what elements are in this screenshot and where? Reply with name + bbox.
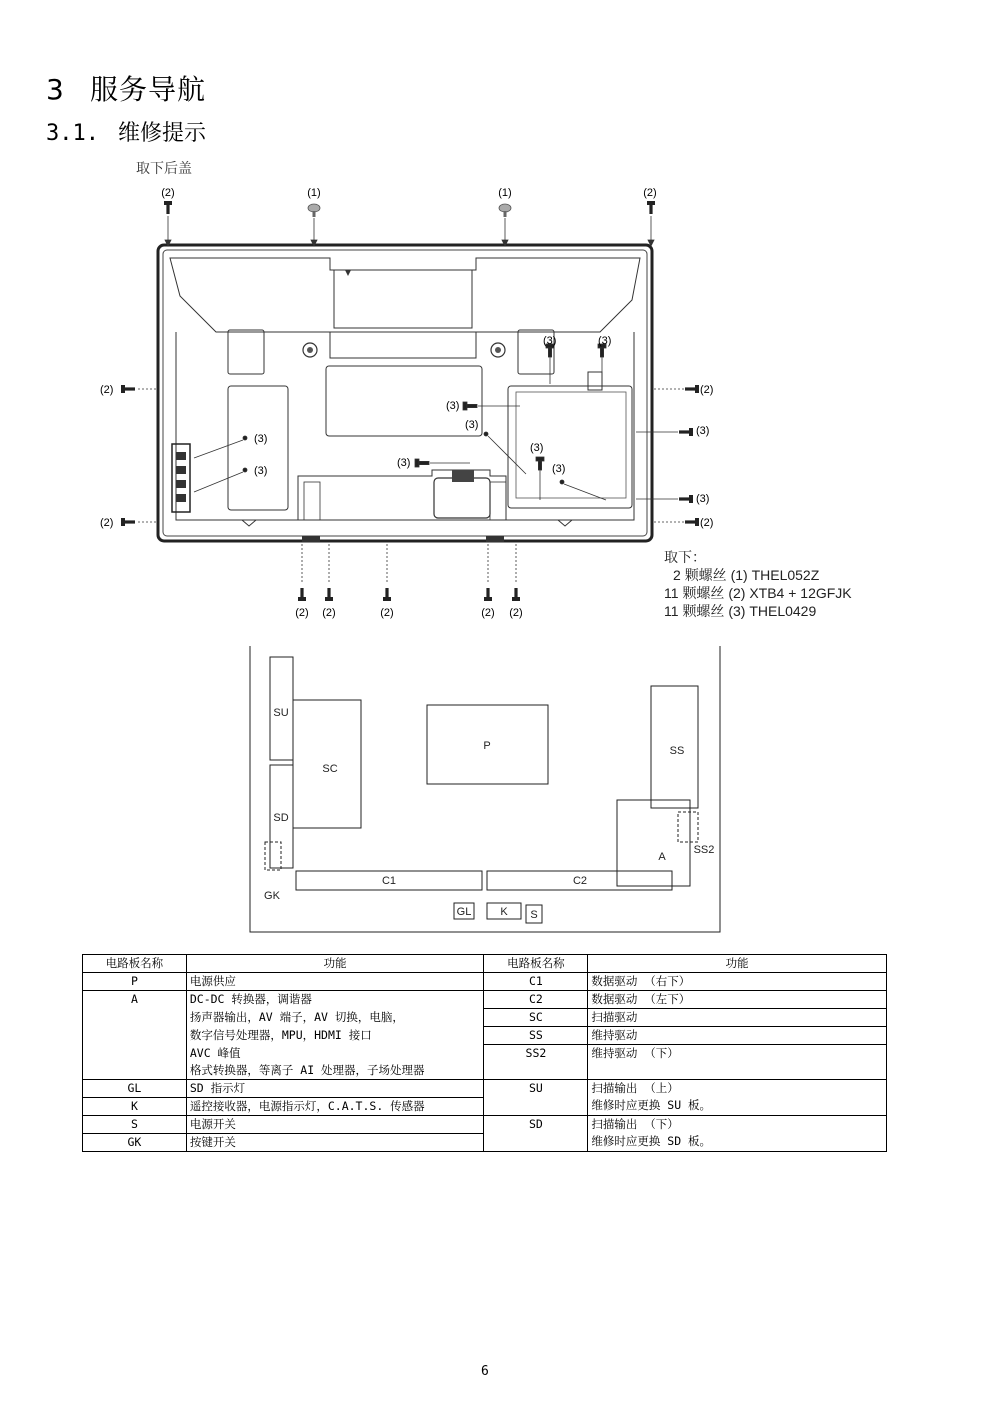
removal-item: 2 颗螺丝 (1) THEL052Z: [673, 567, 820, 583]
screw-label: (3): [543, 335, 557, 347]
screw-label: (3): [254, 465, 268, 477]
rear-cover-diagram: [0, 0, 993, 640]
table-row: A DC-DC 转换器，调谐器 C2 数据驱动 （左下）: [83, 991, 887, 1009]
board-label-gk: GK: [264, 890, 280, 902]
screw-label: (2): [161, 187, 175, 199]
board-label-c2: C2: [572, 875, 588, 887]
board-label-sd: SD: [273, 812, 289, 824]
board-label-k: K: [500, 906, 508, 918]
board-label-c1: C1: [381, 875, 397, 887]
screw-label: (1): [498, 187, 512, 199]
column-header: 电路板名称: [484, 955, 588, 973]
screw-label: (3): [552, 463, 566, 475]
board-label-p: P: [483, 740, 491, 752]
board-label-ss2: SS2: [693, 844, 715, 856]
removal-title: 取下：: [664, 549, 706, 565]
page-number: 6: [481, 1364, 489, 1379]
screw-label: (2): [100, 517, 114, 529]
figure-caption: 取下后盖: [136, 161, 192, 177]
screw-label: (3): [530, 442, 544, 454]
screw-label: (1): [307, 187, 321, 199]
removal-item: 11 颗螺丝 (3) THEL0429: [664, 603, 817, 619]
screw-label: (3): [446, 400, 460, 412]
board-layout-diagram: [0, 640, 993, 940]
board-label-ss: SS: [669, 745, 685, 757]
table-header-row: [83, 955, 887, 973]
removal-item: 11 颗螺丝 (2) XTB4 + 12GFJK: [664, 585, 852, 601]
screw-label: (2): [295, 607, 309, 619]
removal-list: [664, 548, 852, 620]
screw-label: (2): [100, 384, 114, 396]
table-row: 格式转换器，等离子 AI 处理器，子场处理器: [83, 1062, 887, 1080]
board-label-sc: SC: [322, 763, 338, 775]
subsection-title: 维修提示: [118, 121, 207, 146]
table-row: GL SD 指示灯 SU 扫描输出 （上）: [83, 1079, 887, 1097]
section-number: 3: [46, 73, 65, 106]
screw-label: (2): [643, 187, 657, 199]
column-header: 功能: [186, 955, 484, 973]
section-title: 服务导航: [90, 73, 207, 106]
screw-label: (2): [481, 607, 495, 619]
table-row: P 电源供应 C1 数据驱动 （右下）: [83, 973, 887, 991]
table-row: GK 按键开关 维修时应更换 SD 板。: [83, 1133, 887, 1151]
screw-label: (2): [700, 517, 714, 529]
screw-label: (3): [598, 335, 612, 347]
screw-label: (2): [700, 384, 714, 396]
table-row: 扬声器输出，AV 端子，AV 切换，电脑， SC 扫描驱动: [83, 1009, 887, 1027]
subsection-number: 3.1.: [46, 121, 99, 146]
board-label-a: A: [658, 851, 666, 863]
screw-label: (2): [380, 607, 394, 619]
board-label-gl: GL: [456, 906, 472, 918]
screw-label: (3): [465, 419, 479, 431]
board-function-table: [82, 954, 887, 1152]
screw-label: (3): [696, 493, 710, 505]
board-label-s: S: [530, 909, 538, 921]
screw-label: (3): [254, 433, 268, 445]
board-label-su: SU: [273, 707, 289, 719]
column-header: 电路板名称: [83, 955, 187, 973]
column-header: 功能: [588, 955, 887, 973]
screw-label: (2): [322, 607, 336, 619]
screw-label: (2): [509, 607, 523, 619]
table-row: 数字信号处理器，MPU，HDMI 接口 SS 维持驱动: [83, 1027, 887, 1045]
table-row: AVC 峰值 SS2 维持驱动 （下）: [83, 1045, 887, 1062]
screw-label: (3): [397, 457, 411, 469]
table-row: S 电源开关 SD 扫描输出 （下）: [83, 1115, 887, 1133]
table-row: K 遥控接收器，电源指示灯，C.A.T.S. 传感器 维修时应更换 SU 板。: [83, 1097, 887, 1115]
screw-label: (3): [696, 425, 710, 437]
